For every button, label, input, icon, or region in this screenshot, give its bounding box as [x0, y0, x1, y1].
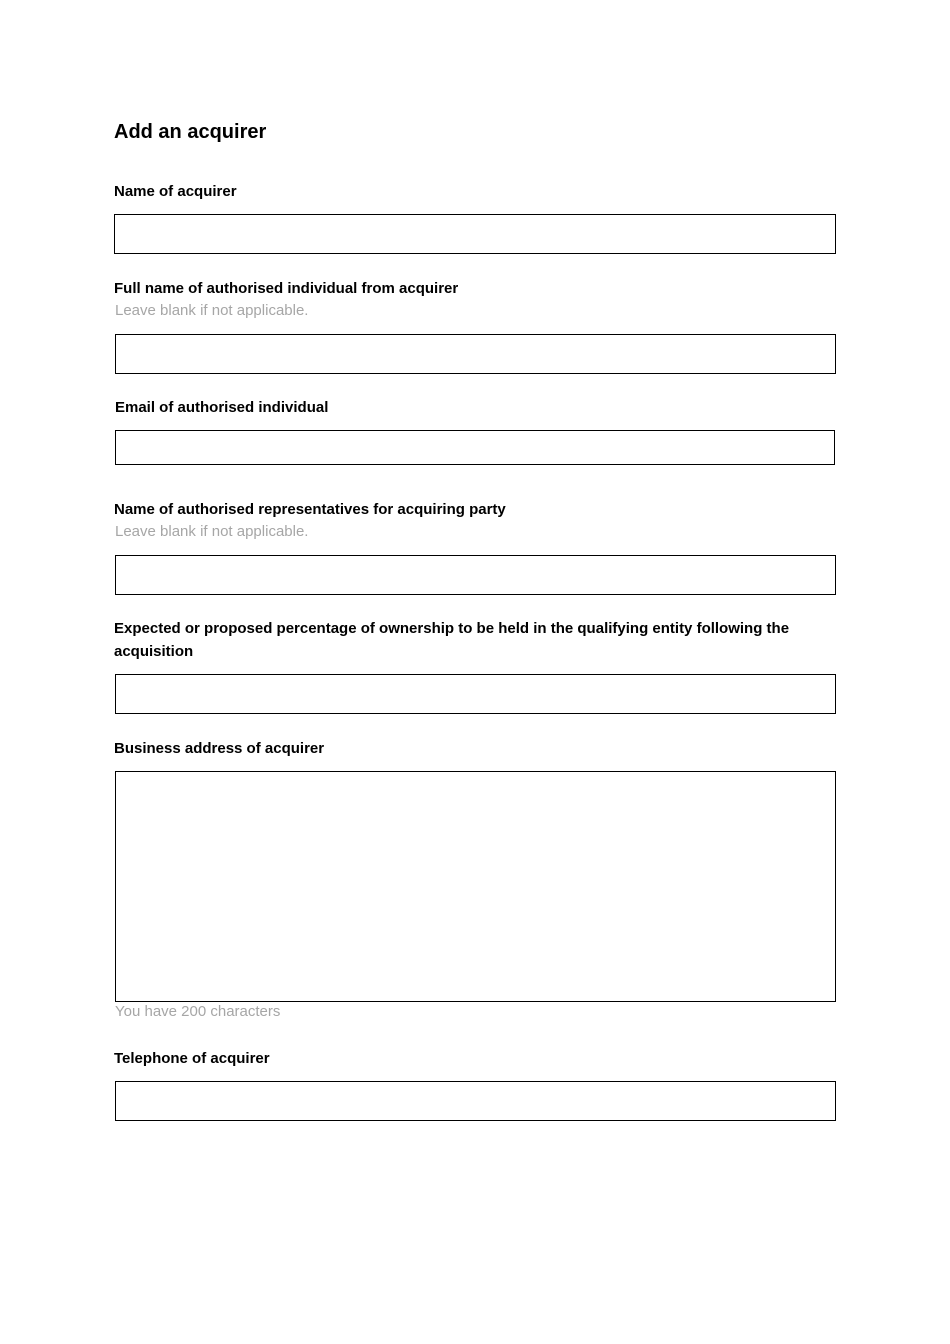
authorised-representatives-input[interactable] [115, 555, 836, 595]
authorised-representatives-hint: Leave blank if not applicable. [115, 523, 309, 540]
authorised-individual-email-input[interactable] [115, 430, 835, 465]
acquirer-name-label: Name of acquirer [114, 183, 237, 200]
authorised-individual-name-label: Full name of authorised individual from acquirer [114, 280, 459, 297]
telephone-label: Telephone of acquirer [114, 1050, 270, 1067]
authorised-individual-email-label: Email of authorised individual [115, 399, 329, 416]
business-address-textarea[interactable] [115, 771, 836, 1002]
authorised-individual-name-input[interactable] [115, 334, 836, 374]
page-title: Add an acquirer [114, 121, 267, 143]
authorised-individual-name-hint: Leave blank if not applicable. [115, 302, 309, 319]
business-address-label: Business address of acquirer [114, 740, 325, 757]
acquirer-name-input[interactable] [114, 214, 836, 254]
ownership-percentage-input[interactable] [115, 674, 836, 714]
character-counter: You have 200 characters [115, 1003, 281, 1020]
ownership-percentage-label: Expected or proposed percentage of ownership to be held in the qualifying entity following the acquisition [114, 620, 790, 660]
telephone-input[interactable] [115, 1081, 836, 1121]
authorised-representatives-label: Name of authorised representatives for acquiring party [114, 501, 506, 518]
